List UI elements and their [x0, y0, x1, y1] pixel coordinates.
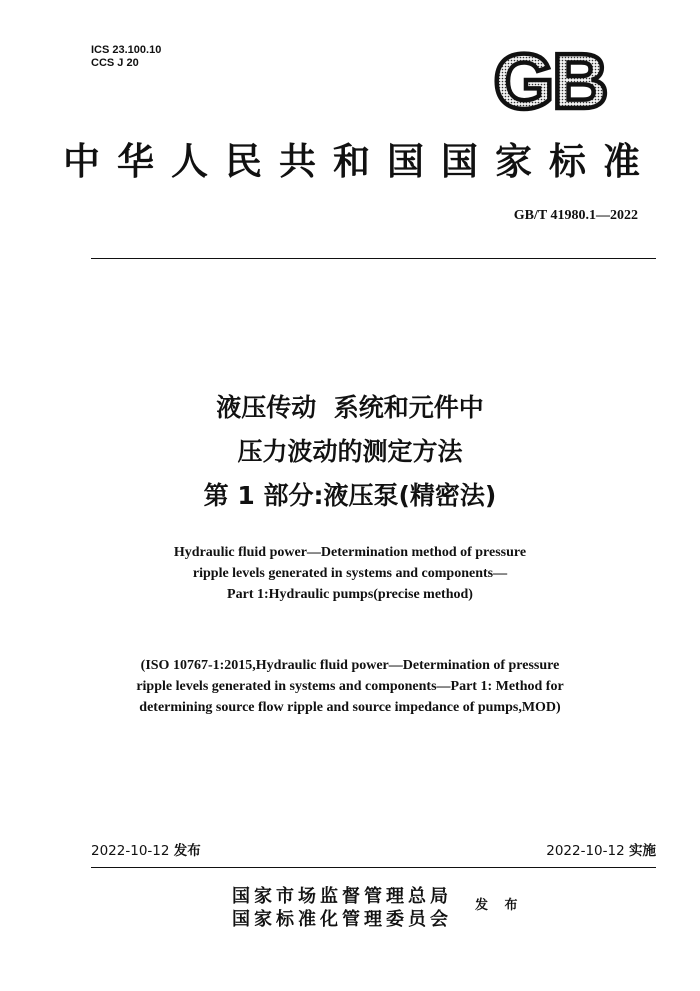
iso-reference-line-1: (ISO 10767-1:2015,Hydraulic fluid power—Determination of pressure [140, 658, 560, 673]
english-title-line-2: ripple levels generated in systems and components— [192, 566, 508, 581]
iso-reference-line-2: ripple levels generated in systems and components—Part 1: Method for [136, 679, 564, 694]
implement-date [546, 842, 656, 860]
bottom-divider [91, 867, 656, 868]
chinese-title-line-3: 第 1 部分:液压泵(精密法) [203, 481, 497, 510]
standard-number: GB/T 41980.1—2022 [513, 208, 638, 223]
chinese-title-line-1: 液压传动 系统和元件中 [216, 393, 484, 422]
top-divider [91, 258, 656, 259]
classification-codes [91, 44, 161, 70]
implement-date-value: 2022-10-12 [546, 843, 625, 859]
issue-label: 发 布 [475, 898, 524, 913]
english-title [0, 542, 700, 605]
ccs-code: CCS J 20 [91, 57, 139, 69]
english-title-line-1: Hydraulic fluid power—Determination method of pressure [173, 545, 527, 560]
publish-date [91, 842, 201, 860]
iso-reference [0, 655, 700, 718]
implement-label: 实施 [629, 843, 656, 859]
issuing-organizations [232, 885, 452, 931]
publish-label: 发布 [173, 843, 201, 859]
issuer-sac: 国家标准化管理委员会 [232, 909, 452, 930]
ics-code: ICS 23.100.10 [91, 44, 162, 56]
publish-date-value: 2022-10-12 [91, 843, 170, 859]
national-standard-title: 中华人民共和国国家标准 [63, 139, 657, 183]
gb-logo [480, 44, 620, 118]
english-title-line-3: Part 1:Hydraulic pumps(precise method) [227, 587, 473, 602]
gb-logo-text: GB [493, 44, 607, 118]
chinese-title [0, 386, 700, 518]
iso-reference-line-3: determining source flow ripple and source impedance of pumps,MOD) [139, 700, 561, 715]
issuer-samr: 国家市场监督管理总局 [232, 886, 452, 907]
chinese-title-line-2: 压力波动的测定方法 [237, 437, 463, 466]
